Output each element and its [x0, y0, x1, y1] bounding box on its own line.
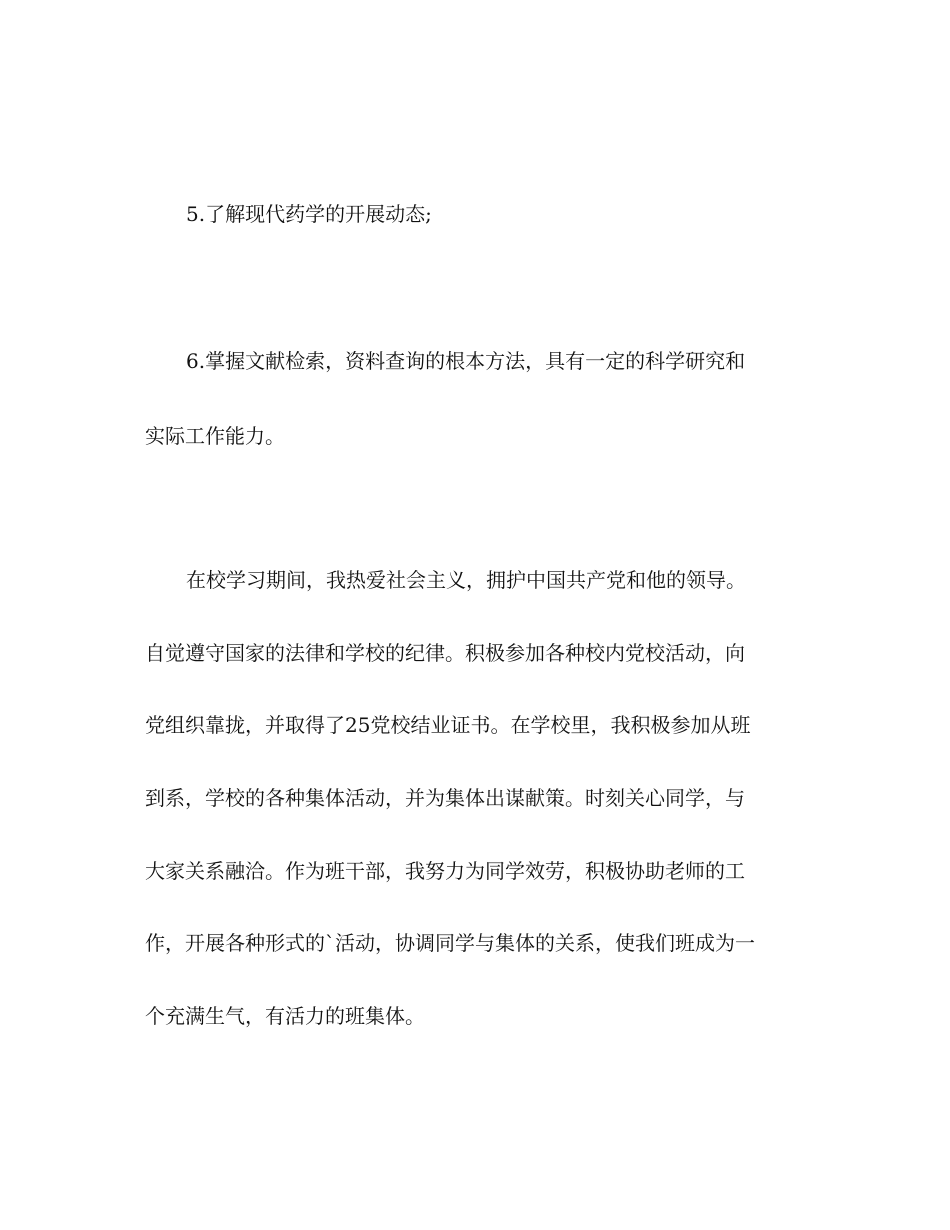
paragraph-line-4: 到系，学校的各种集体活动，并为集体出谋献策。时刻关心同学，与	[145, 786, 745, 810]
item-6-line-1: 6.掌握文献检索，资料查询的根本方法，具有一定的科学研究和	[186, 349, 746, 373]
paragraph-line-7: 个充满生气，有活力的班集体。	[145, 1004, 425, 1028]
paragraph-line-6: 作，开展各种形式的`活动，协调同学与集体的关系，使我们班成为一	[145, 931, 755, 955]
item-6-line-2: 实际工作能力。	[145, 424, 285, 448]
paragraph-line-5: 大家关系融洽。作为班干部，我努力为同学效劳，积极协助老师的工	[145, 859, 745, 883]
item-5-line-1: 5.了解现代药学的开展动态;	[186, 202, 432, 226]
paragraph-line-3: 党组织靠拢，并取得了25党校结业证书。在学校里，我积极参加从班	[145, 713, 751, 737]
paragraph-line-2: 自觉遵守国家的法律和学校的纪律。积极参加各种校内党校活动，向	[145, 641, 745, 665]
paragraph-line-1: 在校学习期间，我热爱社会主义，拥护中国共产党和他的领导。	[186, 568, 746, 592]
